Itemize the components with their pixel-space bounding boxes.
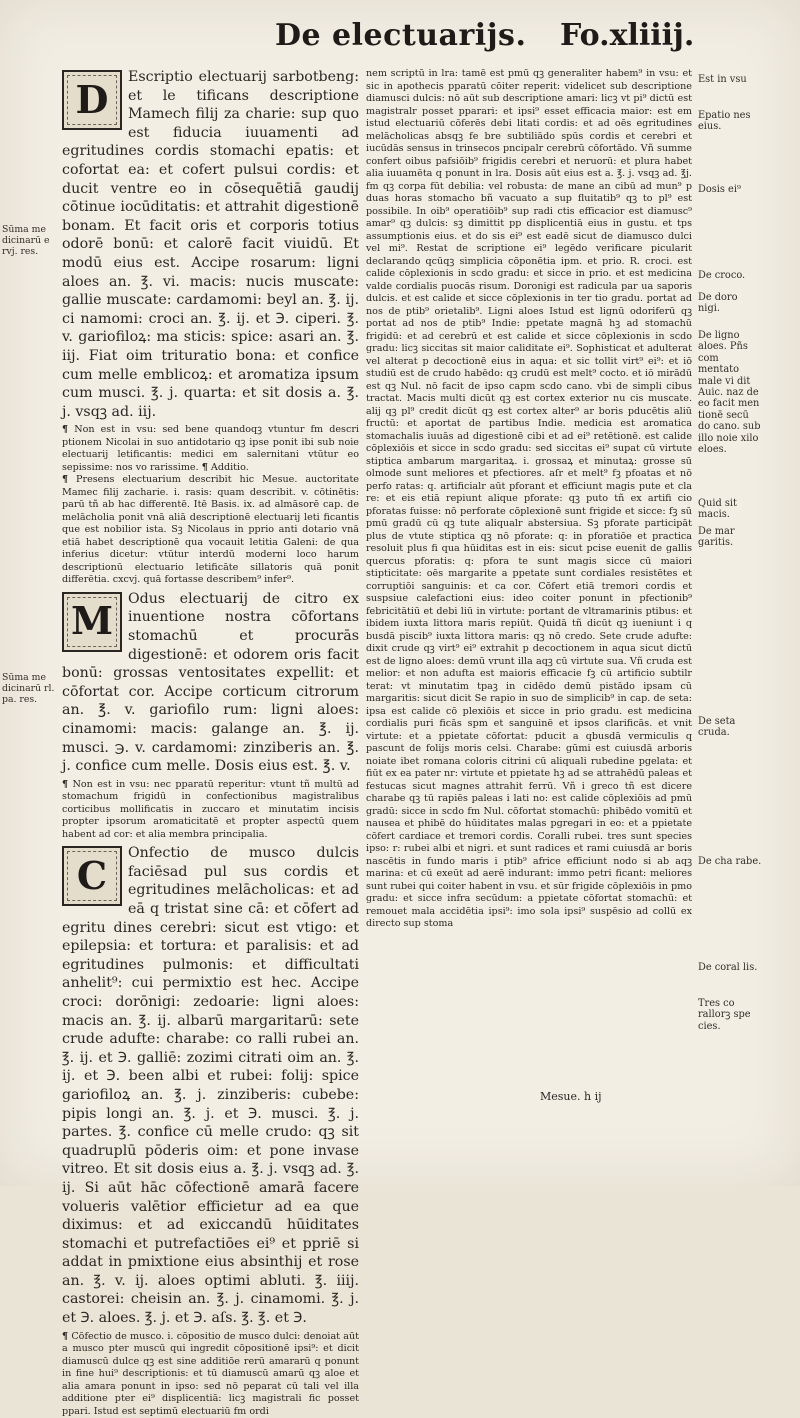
- margin-note-right-2: Epatio nes eius.: [698, 110, 751, 133]
- paragraph-text: Onfectio de musco dulcis faciēsad pul sus cordis et egritudines melācholicas: et ad eā q tristat sine cā: et cōfert ad egritu dines cerebri: sicut est vtigo: et epilepsia: et tortura: et paralisis: et ad egritudines pulmonis: et difficultati anhelit⁹: cui permixtio est hec. Accipe croci: dorōnigi: zedoarie: ligni aloes: macis an. ℥. ij. albarū margaritarū: sete crude adufte: charabe: co ralli rubei an. ℥. ij. et ℈. galliē: zozimi citrati oim an. ℥. ij. et ℈. been albi et rubei: folij: spice gariofiloꝝ an. ℥. j. zinziberis: cubebe: pipis longi an. ℥. j. et ℈. musci. ℥. j. partes. ℥. confice cū melle crudo: qꝫ sit quadruplū pōderis oim: et pone invase vitreo. Et sit dosis eius a. ℥. j. vsqꝫ ad. ℥. ij. Si aūt hāc cōfectionē amarā facere volueris valētior efficietur ad ea que diximus: et ad exiccandū hūiditates stomachi et putrefactiōes ei⁹ et ppriē si addat in pmixtione eius absinthij et rose an. ℥. v. ij. aloes optimi abluti. ℥. iiij. castorei: cheisin an. ℥. j. cinamomi. ℥. j. et ℈. aloes. ℥. j. et ℈. aſs. ℥. ℥. et ℈.: [62, 845, 359, 1327]
- margin-note-right-11: De coral lis.: [698, 962, 758, 973]
- margin-note-right-6: De ligno aloes. Pñs com mentato male vi dit Auic. naz de eo facit men tionē secū do cano. sub illo noie xilo eloes.: [698, 330, 761, 456]
- margin-note-right-1: Est in vsu: [698, 74, 747, 85]
- margin-note-right-5: De doro nigi.: [698, 292, 738, 315]
- folio-number: Fo.xliiij.: [560, 18, 695, 53]
- paragraph-text: Escriptio electuarij sarbotbeng: et le tificans descriptione Mamech filij za charie: sup quo est fiducia iuuamenti ad egritudines cordis stomachi epatis: et cofortat ea: et cofert pulsui cordis: et ducit ventre eo in cōsequētiā gaudij cōtinue iocūditatis: et attrahit digestionē bonam. Et facit oris et corporis totius odorē bonū: et calorē facit viuidū. Et modū eius est. Accipe rosarum: ligni aloes an. ℥. vi. macis: nucis muscate: gallie muscate: cardamomi: beyl an. ℥. ij. ci namomi: croci an. ℥. ij. et ℈. ciperi. ℥. v. gariofiloꝝ: ma sticis: spice: asari an. ℥. iij. Fiat oim trituratio bona: et confice cum melle emblicoꝝ: et aromatiza ipsum cum musci. ℥. j. quarta: et sit dosis a. ℥. j. vsqꝫ ad. iij.: [62, 69, 359, 420]
- paragraph-text: Presens electuarium describit hic Mesue. auctoritate Mamec filij zacharie. i. rasis: quam describit. v. cōtinētis: parū tñ ab hac differentē. Itē Basis. ix. ad almāsorē cap. de melācholia ponit vnā aliā descriptionē electuarij leti ficantis que est nobilior ista. Sꝫ Nicolaus in pprio anti dotario vnā etiā habet descriptionē qua vocauit letitia Galeni: de qua inferius dicetur: vtūtur interdū moderni loco harum descriptionū electuario letificāte sillatoris quā ponit differētia. cxcvj. quā fortasse describem⁹ infer⁹.: [62, 474, 359, 586]
- decorated-initial: C: [62, 846, 122, 906]
- paragraph-mark-icon: ¶: [62, 778, 69, 790]
- paragraph-text: Non est in vsu: nec pparatū reperitur: vtunt tñ multū ad stomachum frigidū in confectionibus magistralibus corticibus mollificatis in zuccaro et minutatim incisis propter ipsorum aromaticitatē et propter aspectū quem habent ad cor: et alia membra principalia.: [62, 778, 359, 840]
- paragraph-mark-icon: ¶: [62, 474, 69, 486]
- paragraph: [62, 68, 359, 421]
- margin-note-left-2: Sūma me dicinarū rl. pa. res.: [2, 672, 55, 705]
- paragraph-mark-icon: ¶: [62, 1330, 69, 1342]
- paragraph: [62, 1331, 359, 1418]
- left-column: [62, 68, 359, 1418]
- paragraph: [62, 474, 359, 587]
- paragraph: [62, 590, 359, 776]
- margin-note-right-3: Dosis ei⁹: [698, 184, 741, 195]
- page-header: [0, 18, 800, 68]
- margin-note-right-8: De mar garitis.: [698, 526, 735, 549]
- paragraph: [62, 844, 359, 1327]
- page-title: De electuarijs.: [275, 18, 527, 53]
- right-column: [366, 68, 692, 931]
- margin-note-right-12: Tres co rallorꝫ spe cies.: [698, 998, 751, 1032]
- paragraph-text: Non est in vsu: sed bene quandoqꝫ vtuntur fm descri ptionem Nicolai in suo antidotario qꝫ ipse ponit ibi sub noie electuarij letificantis: medici em salernitani vtūtur eo sepissime: nos vo rarissime.: [62, 424, 359, 473]
- margin-note-left-1: Sūma me dicinarū e rvj. res.: [2, 224, 50, 257]
- margin-note-right-9: De seta cruda.: [698, 716, 736, 739]
- signature-mark: Mesue. h ij: [540, 1090, 602, 1103]
- decorated-initial: M: [62, 592, 122, 652]
- paragraph-text: Cōfectio de musco. i. cōpositio de musco dulci: denoiat aūt a musco pter muscū qui ingredit cōpositionē ipsi⁹: et dicit diamuscū dulce qꝫ est sine additiōe rerū amararū q ponunt in fine hui⁹ descriptionis: et tū diamuscū amarū qꝫ aloe et alia amara ponunt in ipso: sed nō peparat cū tali vel illa additione pter ei⁹ displicentiā: licꝫ magistrali fic posset ppari. Istud est septimū electuariū fm ordi: [62, 1330, 359, 1417]
- paragraph-text: Odus electuarij de citro ex inuentione nostra cōfortans stomachū et procurās digestionē: et odorem oris facit bonū: grossas ventositates expellit: et cōfortat cor. Accipe corticum citrorum an. ℥. v. gariofilo rum: ligni aloes: cinamomi: macis: galange an. ℥. ij. musci. ℈. v. cardamomi: zinziberis an. ℥. j. confice cum melle. Dosis eius est. ℥. v.: [62, 590, 359, 775]
- paragraph: [62, 779, 359, 842]
- margin-note-right-4: De croco.: [698, 270, 746, 281]
- paragraph-text: nem scriptū in lra: tamē est pmū qꝫ generaliter habem⁹ in vsu: et sic in apothecis pparatū cōiter reperit: videlicet sub descriptione diamusci dulcis: nō aūt sub descriptione amari: licꝫ vt pi⁹ dictū est magistralr posset pparari: et ipsi⁹ esset efficacia maior: est em istud electuariū cōferēs debi litati cordis: et ad oēs egritudines melācholicas absqꝫ fe bre subtiliādo spūs cordis et cerebri et iucūdās sensus in trinsecos pncipalr cerebrū cōfortādo. Vñ summe confert oibus pafsiōib⁹ frigidis cerebri et neruorū: et plura habet alia iuuamēta q ponunt in lra. Dosis aūt eius est a. ℥. j. vsqꝫ ad. ℥j. fm qꝫ corpa fūt debilia: vel robusta: de mane an cibū ad mun⁹ p duas horas stomacho bñ vacuato a sup fluitatib⁹ qꝫ to pl⁹ est possibile. In oib⁹ operatiōib⁹ sup radi ctis efficacior est diamusc⁹ amar⁹ qꝫ dulcis: sꝫ dimittit pp displicentiā eius in gustu. et tps assumptionis eius. et do sis ei⁹ est eadē sicut de diamusco dulci vel mi⁹. Restat de scriptione ei⁹ legēdo verificare picularit declarando qcūqꝫ simplicia cōponētia ipm. et prio. R. croci. est calide cōplexionis in scdo gradu: et sicce in prio. et est medicina valde cordialis puocās risum. Doronigi est radicula par ua saporis dulcis. et est calide et sicce cōplexionis in ter tio gradu. portat ad nos de ptib⁹ orietalib⁹. Ligni aloes Istud est lignū odoriferū qꝫ portat ad nos de ptib⁹ Indie: ppetate magnā hꝫ ad stomachū frigidū: et ad cerebrū et est calide et sicce cōplexionis in scdo gradu: licꝫ siccitas sit maior caliditate ei⁹. Sophisticat et adulterat vel alterat p decoctionē eius in aqua: et sic tollit virt⁹ ei⁹: et iō studiū est de crudo habēdo: qꝫ crudū est melt⁹ cocto. et iō mirādū est qꝫ Nul. nō facit de ipso capm scdo cano. vbi de simpli cibus tractat. Macis multi dicūt qꝫ est cortex exterior nu cis muscate. alij qꝫ pl⁹ credit dicūt qꝫ est cortex alter⁹ ar boris pducētis aliū fructū: et aportat de partibus Indie. medicia est aromatica stomachalis iuuās ad digestionē cibi et ad ei⁹ retētionē. est calide cōplexiōis et sicce in scdo gradu: sed siccitas ei⁹ supat cū virtute stiptica ambarum margaritaꝝ. i. grossaꝝ et minutaꝝ: grosse sū olmode sunt meliores et pfectiores. aſr et melt⁹ fꝫ pfoatas et nō perfo ratas: q. artificialr aūt pforant et efficiunt magis pute et cla re: et eis etiā repiunt alique pforate: qꝫ puto tñ ex artifi cio pforatas fuisse: nō perforate cōplexionē sunt frigide et sicce: fꝫ sū pmū gradū cū qꝫ tute aliqualr abstersiua. Sꝫ pforate participāt plus de vtute stiptica qꝫ nō pforate: q: in pforatiōe et practica resoluit plus fi qua hūiditas est in eis: sicut pcise euenit de gallis quercus pforatis: q: pfora te sunt magis sicce cū maiori stipticitate: oēs margarite a ppetate sunt cordiales resistētes et corruptiōi sanguinis: et ca cor. Cōfert etiā tremori cordis et suspsiue calefactioni eius: ideo coiter ponunt in pfectionib⁹ febricitātiū et debi liū in virtute: portant de vltramarinis ptibus: et ibidem iuxta littora maris repiūt. Quidā tñ dicūt qꝫ iueniunt i q busdā piscib⁹ iuxta littora maris: qꝫ nō credo. Sete crude adufte: dixit crude qꝫ virt⁹ ei⁹ extrahit p decoctionem in aqua sicut dictū est de ligno aloes: demū vrunt illa aqꝫ cū virtute sua. Vñ cruda est melior: et non adufta est maioris efficacie fꝫ cū artificio subtilr terat: vt minutatim tpaꝫ in cidēdo demū pistādo ipsam cū margaritis: sicut dicit Se rapio in suo de simplicib⁹ in cap. de seta: ipsa est calide cō plexiōis et sicce in prio gradu. est medicina cordialis puri ficās spm et sanguinē et ipsos clarificās. et vnit virtute: et a ppietate cōfortat: pducit a qbusdā vermiculis q pascunt de folijs moris celsi. Charabe: gūmi est cuiusdā arboris noiate ibet romana coloris citrini cū aliquali rubedine pgelata: et fiūt ex ea pater nr: virtute et ppietate hꝫ ad se attrahēdū paleas et festucas sicut magnes attrahit ferrū. Vñ i greco tñ est dicere charabe qꝫ tū rapiēs paleas i lati no: est calide cōplexiōis ad pmū gradū: sicce in scdo fm Nul. cōfortat stomachū: phibēdo vomitū et nausea et phibē do hūiditates malas pgregari in eo: et a ppietate cōfert cardiace et tremori cordis. Coralli rubei. tres sunt species ipso: r: rubei albi et nigri. et sunt radices et rami cuiusdā ar boris nascētis in fundo maris i ptib⁹ africe efficiunt nodo si ab aqꝫ marina: et cū exeūt ad aerē indurant: immo petri ficant: meliores sunt rubei qui coiter habent in vsu. et sūr frigide cōplexiōis in pmo gradu: et sicce infra secūdum: a ppietate cōfortat stomachū: et remouet mala accidētia ipsi⁹: imo sola ipsi⁹ suspēsio ad collū ex directo sup stoma: [366, 68, 692, 929]
- paragraph-mark-icon: ¶: [201, 461, 208, 473]
- paragraph: [62, 424, 359, 474]
- paragraph: [366, 68, 692, 931]
- paragraph-mark-icon: ¶: [62, 424, 69, 436]
- margin-note-right-10: De cha rabe.: [698, 856, 762, 867]
- margin-note-right-7: Quid sit macis.: [698, 498, 737, 521]
- additio-label: Additio.: [210, 461, 249, 473]
- decorated-initial: D: [62, 70, 122, 130]
